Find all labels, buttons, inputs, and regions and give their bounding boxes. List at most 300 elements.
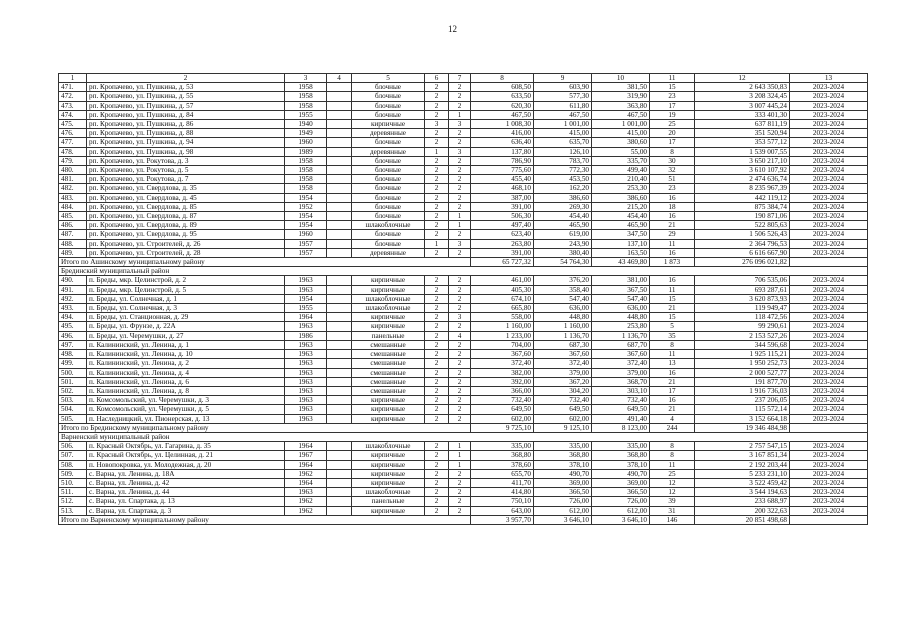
- table-cell: 2: [425, 110, 449, 119]
- table-cell: 2023-2024: [790, 83, 868, 92]
- table-cell: [327, 497, 352, 506]
- table-cell: [327, 405, 352, 414]
- total-cell: [790, 515, 868, 524]
- table-cell: 2023-2024: [790, 497, 868, 506]
- table-cell: [327, 239, 352, 248]
- table-cell: рп. Кропачево, ул. Свердлова, д. 45: [87, 193, 285, 202]
- table-row: [59, 478, 868, 487]
- total-cell: 9 125,10: [534, 423, 592, 432]
- table-cell: 522 805,63: [695, 221, 790, 230]
- table-cell: 191 877,70: [695, 377, 790, 386]
- table-cell: рп. Кропачево, ул. Пушкина, д. 53: [87, 83, 285, 92]
- table-cell: 750,10: [471, 497, 534, 506]
- table-cell: 2: [425, 386, 449, 395]
- table-cell: 344 596,68: [695, 340, 790, 349]
- table-cell: 1960: [285, 138, 327, 147]
- table-cell: 2023-2024: [790, 506, 868, 515]
- table-cell: [327, 478, 352, 487]
- table-cell: 500.: [59, 368, 87, 377]
- table-cell: 1 136,70: [592, 331, 650, 340]
- table-cell: 3: [449, 239, 471, 248]
- table-cell: 637 811,19: [695, 120, 790, 129]
- table-cell: 1989: [285, 147, 327, 156]
- table-cell: п. Красный Октябрь, ул. Целинная, д. 21: [87, 451, 285, 460]
- table-cell: 693 287,61: [695, 285, 790, 294]
- table-cell: 504.: [59, 405, 87, 414]
- table-cell: 2: [425, 340, 449, 349]
- table-cell: 2 153 527,26: [695, 331, 790, 340]
- table-cell: 8: [650, 442, 695, 451]
- table-cell: 2: [425, 285, 449, 294]
- table-cell: [327, 359, 352, 368]
- table-cell: [327, 276, 352, 285]
- table-cell: 2023-2024: [790, 350, 868, 359]
- table-cell: 2: [449, 506, 471, 515]
- table-cell: кирпичные: [352, 478, 425, 487]
- table-cell: 2: [449, 129, 471, 138]
- table-cell: 2: [449, 184, 471, 193]
- table-cell: 13: [650, 359, 695, 368]
- table-cell: 39: [650, 497, 695, 506]
- table-cell: 15: [650, 294, 695, 303]
- table-cell: блочные: [352, 166, 425, 175]
- table-cell: п. Комсомольский, ул. Черемушки, д. 3: [87, 396, 285, 405]
- table-cell: рп. Кропачево, ул. Пушкина, д. 98: [87, 147, 285, 156]
- table-cell: 2023-2024: [790, 202, 868, 211]
- table-cell: 372,40: [471, 359, 534, 368]
- table-cell: [327, 230, 352, 239]
- table-cell: 1963: [285, 396, 327, 405]
- table-cell: 1958: [285, 166, 327, 175]
- table-cell: 369,00: [592, 478, 650, 487]
- table-row: [59, 101, 868, 110]
- table-cell: смешанные: [352, 377, 425, 386]
- table-cell: рп. Кропачево, ул. Рокутова, д. 7: [87, 175, 285, 184]
- table-cell: 137,80: [471, 147, 534, 156]
- table-cell: 366,00: [471, 386, 534, 395]
- table-cell: 353 577,12: [695, 138, 790, 147]
- table-cell: 386,60: [592, 193, 650, 202]
- table-cell: 481.: [59, 175, 87, 184]
- table-cell: 2023-2024: [790, 386, 868, 395]
- table-cell: 1: [449, 460, 471, 469]
- table-cell: [327, 175, 352, 184]
- table-cell: 253,80: [592, 322, 650, 331]
- table-header-row: [59, 74, 868, 83]
- table-cell: [327, 331, 352, 340]
- table-cell: 772,30: [534, 166, 592, 175]
- table-cell: 687,30: [534, 340, 592, 349]
- table-cell: 506.: [59, 442, 87, 451]
- table-cell: 333 401,30: [695, 110, 790, 119]
- table-cell: 380,60: [592, 138, 650, 147]
- header-cell: 10: [592, 74, 650, 83]
- table-cell: 619,00: [534, 230, 592, 239]
- table-cell: 2: [449, 175, 471, 184]
- table-cell: 3 167 851,34: [695, 451, 790, 460]
- table-cell: п. Новопокровка, ул. Молодежная, д. 20: [87, 460, 285, 469]
- table-cell: [327, 294, 352, 303]
- table-cell: 2023-2024: [790, 110, 868, 119]
- table-cell: 335,00: [534, 442, 592, 451]
- table-cell: 119 949,47: [695, 304, 790, 313]
- table-cell: 335,70: [592, 156, 650, 165]
- table-cell: 2: [449, 469, 471, 478]
- table-cell: 467,50: [471, 110, 534, 119]
- table-cell: 2: [425, 230, 449, 239]
- table-cell: 2023-2024: [790, 451, 868, 460]
- table-row: [59, 359, 868, 368]
- header-cell: 12: [695, 74, 790, 83]
- table-cell: 2023-2024: [790, 469, 868, 478]
- table-row: [59, 156, 868, 165]
- table-cell: блочные: [352, 230, 425, 239]
- table-cell: 2023-2024: [790, 92, 868, 101]
- table-cell: 367,60: [534, 350, 592, 359]
- table-cell: 602,00: [471, 414, 534, 423]
- table-cell: 2023-2024: [790, 239, 868, 248]
- table-cell: [327, 202, 352, 211]
- table-cell: [327, 110, 352, 119]
- table-cell: шлакоблочные: [352, 488, 425, 497]
- table-cell: рп. Кропачево, ул. Строителей, д. 28: [87, 248, 285, 257]
- table-cell: 243,90: [534, 239, 592, 248]
- table-cell: 1955: [285, 304, 327, 313]
- total-cell: [790, 423, 868, 432]
- table-cell: 16: [650, 212, 695, 221]
- table-cell: 2: [449, 276, 471, 285]
- table-cell: [327, 304, 352, 313]
- table-cell: 2: [449, 350, 471, 359]
- table-cell: [327, 368, 352, 377]
- table-cell: 643,00: [471, 506, 534, 515]
- table-row: [59, 313, 868, 322]
- table-cell: 2 643 350,83: [695, 83, 790, 92]
- table-cell: 387,00: [471, 193, 534, 202]
- table-cell: 487.: [59, 230, 87, 239]
- table-cell: 115 572,14: [695, 405, 790, 414]
- table-cell: 467,50: [592, 110, 650, 119]
- table-cell: п. Бреды, ул. Солнечная, д. 1: [87, 294, 285, 303]
- table-row: [59, 506, 868, 515]
- table-cell: 366,50: [592, 488, 650, 497]
- table-cell: 2: [425, 156, 449, 165]
- table-cell: 367,60: [471, 350, 534, 359]
- header-cell: 6: [425, 74, 449, 83]
- table-cell: блочные: [352, 138, 425, 147]
- table-row: [59, 285, 868, 294]
- table-cell: 35: [650, 331, 695, 340]
- table-cell: 1963: [285, 340, 327, 349]
- table-cell: 233 688,97: [695, 497, 790, 506]
- table-cell: 11: [650, 350, 695, 359]
- table-cell: 512.: [59, 497, 87, 506]
- table-cell: 21: [650, 377, 695, 386]
- table-cell: [327, 285, 352, 294]
- table-cell: 414,80: [471, 488, 534, 497]
- table-cell: шлакоблочные: [352, 442, 425, 451]
- table-row: [59, 331, 868, 340]
- table-row: [59, 405, 868, 414]
- table-cell: 495.: [59, 322, 87, 331]
- table-cell: 1963: [285, 368, 327, 377]
- table-cell: 1954: [285, 193, 327, 202]
- table-cell: 3 208 324,45: [695, 92, 790, 101]
- table-cell: 137,10: [592, 239, 650, 248]
- table-row: [59, 92, 868, 101]
- table-cell: 704,00: [471, 340, 534, 349]
- table-cell: 2: [425, 248, 449, 257]
- table-row: [59, 138, 868, 147]
- table-cell: 612,00: [592, 506, 650, 515]
- table-cell: 635,70: [534, 138, 592, 147]
- table-row: [59, 248, 868, 257]
- table-cell: [327, 156, 352, 165]
- table-cell: 620,30: [471, 101, 534, 110]
- table-cell: 17: [650, 386, 695, 395]
- table-cell: смешанные: [352, 368, 425, 377]
- table-cell: 649,50: [471, 405, 534, 414]
- table-cell: 2023-2024: [790, 368, 868, 377]
- table-cell: 2: [449, 386, 471, 395]
- table-cell: 2: [449, 396, 471, 405]
- table-cell: [327, 129, 352, 138]
- table-cell: 11: [650, 239, 695, 248]
- table-cell: рп. Кропачево, ул. Свердлова, д. 89: [87, 221, 285, 230]
- table-cell: 17: [650, 138, 695, 147]
- table-cell: [327, 138, 352, 147]
- table-cell: 2023-2024: [790, 101, 868, 110]
- table-cell: 875 384,74: [695, 202, 790, 211]
- header-cell: 11: [650, 74, 695, 83]
- table-cell: 11: [650, 460, 695, 469]
- table-cell: 2023-2024: [790, 184, 868, 193]
- table-cell: 482.: [59, 184, 87, 193]
- table-cell: [327, 313, 352, 322]
- table-cell: 2: [425, 138, 449, 147]
- table-cell: 8: [650, 340, 695, 349]
- table-cell: 126,10: [534, 147, 592, 156]
- table-cell: 391,00: [471, 202, 534, 211]
- table-cell: рп. Кропачево, ул. Свердлова, д. 87: [87, 212, 285, 221]
- table-cell: 602,00: [534, 414, 592, 423]
- table-cell: 472.: [59, 92, 87, 101]
- table-cell: 649,50: [592, 405, 650, 414]
- table-cell: 2023-2024: [790, 221, 868, 230]
- header-cell: 8: [471, 74, 534, 83]
- table-cell: 367,60: [592, 350, 650, 359]
- table-cell: 5: [650, 322, 695, 331]
- table-cell: рп. Кропачево, ул. Рокутова, д. 5: [87, 166, 285, 175]
- table-cell: 269,30: [534, 202, 592, 211]
- table-cell: 2 192 203,44: [695, 460, 790, 469]
- table-cell: 1964: [285, 442, 327, 451]
- table-cell: 1 160,00: [534, 322, 592, 331]
- table-cell: 368,80: [471, 451, 534, 460]
- table-cell: п. Красный Октябрь, ул. Гагарина, д. 35: [87, 442, 285, 451]
- table-row: [59, 460, 868, 469]
- table-cell: 2023-2024: [790, 478, 868, 487]
- table-row: [59, 230, 868, 239]
- table-cell: 505.: [59, 414, 87, 423]
- table-cell: [327, 120, 352, 129]
- table-cell: 1 539 007,55: [695, 147, 790, 156]
- table-cell: 1 001,00: [592, 120, 650, 129]
- table-cell: 511.: [59, 488, 87, 497]
- table-cell: 1960: [285, 230, 327, 239]
- table-cell: 636,00: [592, 304, 650, 313]
- table-cell: кирпичные: [352, 414, 425, 423]
- table-cell: кирпичные: [352, 313, 425, 322]
- table-cell: 611,80: [534, 101, 592, 110]
- table-cell: 1964: [285, 478, 327, 487]
- page-number: 12: [448, 24, 457, 34]
- table-cell: 687,70: [592, 340, 650, 349]
- table-cell: 2: [425, 212, 449, 221]
- table-cell: 1949: [285, 129, 327, 138]
- table-cell: 488.: [59, 239, 87, 248]
- table-cell: 2: [449, 248, 471, 257]
- table-cell: 623,40: [471, 230, 534, 239]
- table-cell: смешанные: [352, 340, 425, 349]
- table-cell: 19: [650, 110, 695, 119]
- table-row: [59, 350, 868, 359]
- table-cell: 497,40: [471, 221, 534, 230]
- table-cell: 479.: [59, 156, 87, 165]
- section-label: Брединский муниципальный район: [59, 267, 868, 276]
- table-cell: 16: [650, 276, 695, 285]
- table-cell: рп. Кропачево, ул. Пушкина, д. 57: [87, 101, 285, 110]
- table-cell: 2: [449, 359, 471, 368]
- total-cell: 276 096 021,82: [695, 258, 790, 267]
- table-cell: 507.: [59, 451, 87, 460]
- table-cell: 162,20: [534, 184, 592, 193]
- table-cell: 2: [449, 101, 471, 110]
- table-cell: 2023-2024: [790, 377, 868, 386]
- header-cell: 2: [87, 74, 285, 83]
- table-cell: 378,10: [534, 460, 592, 469]
- table-cell: [327, 83, 352, 92]
- table-cell: 1 008,30: [471, 120, 534, 129]
- table-cell: 775,60: [471, 166, 534, 175]
- table-cell: 351 520,94: [695, 129, 790, 138]
- table-cell: 473.: [59, 101, 87, 110]
- table-cell: 2: [449, 304, 471, 313]
- table-cell: 461,00: [471, 276, 534, 285]
- table-cell: 1962: [285, 497, 327, 506]
- table-cell: 485.: [59, 212, 87, 221]
- table-cell: 732,40: [534, 396, 592, 405]
- table-cell: 484.: [59, 202, 87, 211]
- table-cell: 2: [449, 166, 471, 175]
- table-cell: 3 620 873,93: [695, 294, 790, 303]
- table-cell: 1986: [285, 331, 327, 340]
- table-cell: 358,40: [534, 285, 592, 294]
- table-cell: п. Бреды, ул. Солнечная, д. 3: [87, 304, 285, 313]
- table-cell: 1940: [285, 120, 327, 129]
- table-cell: п. Бреды, мкр. Целинстрой, д. 5: [87, 285, 285, 294]
- header-cell: 4: [327, 74, 352, 83]
- table-cell: рп. Кропачево, ул. Пушкина, д. 86: [87, 120, 285, 129]
- table-cell: п. Бреды, ул. Фрунзе, д. 22А: [87, 322, 285, 331]
- table-cell: [327, 396, 352, 405]
- table-cell: 416,00: [471, 129, 534, 138]
- table-cell: 319,90: [592, 92, 650, 101]
- table-cell: 2: [449, 230, 471, 239]
- table-cell: 303,10: [592, 386, 650, 395]
- table-cell: блочные: [352, 184, 425, 193]
- table-cell: 21: [650, 221, 695, 230]
- table-cell: 367,50: [592, 285, 650, 294]
- total-cell: 244: [650, 423, 695, 432]
- table-cell: 726,00: [534, 497, 592, 506]
- table-cell: 655,70: [471, 469, 534, 478]
- table-cell: 499,40: [592, 166, 650, 175]
- table-cell: 665,80: [471, 304, 534, 313]
- table-cell: блочные: [352, 212, 425, 221]
- table-row: [59, 175, 868, 184]
- table-cell: [327, 350, 352, 359]
- table-cell: 405,30: [471, 285, 534, 294]
- table-cell: 732,40: [592, 396, 650, 405]
- table-cell: 1958: [285, 156, 327, 165]
- table-cell: смешанные: [352, 350, 425, 359]
- table-cell: 1 916 736,03: [695, 386, 790, 395]
- table-cell: 503.: [59, 396, 87, 405]
- total-cell: 8 123,00: [592, 423, 650, 432]
- table-cell: 501.: [59, 377, 87, 386]
- table-cell: 1952: [285, 202, 327, 211]
- table-cell: кирпичные: [352, 285, 425, 294]
- table-cell: 2: [425, 313, 449, 322]
- table-cell: [327, 506, 352, 515]
- table-cell: 547,40: [534, 294, 592, 303]
- table-cell: блочные: [352, 175, 425, 184]
- table-cell: 1958: [285, 175, 327, 184]
- table-cell: 786,90: [471, 156, 534, 165]
- table-row: [59, 497, 868, 506]
- table-cell: 490.: [59, 276, 87, 285]
- table-cell: 1963: [285, 386, 327, 395]
- table-cell: 510.: [59, 478, 87, 487]
- table-cell: шлакоблочные: [352, 294, 425, 303]
- table-cell: 8 235 967,39: [695, 184, 790, 193]
- table-cell: 2: [425, 451, 449, 460]
- table-row: [59, 469, 868, 478]
- table-cell: 2023-2024: [790, 248, 868, 257]
- table-cell: 369,00: [534, 478, 592, 487]
- table-cell: 448,80: [534, 313, 592, 322]
- table-cell: рп. Кропачево, ул. Пушкина, д. 88: [87, 129, 285, 138]
- table-cell: рп. Кропачево, ул. Свердлова, д. 35: [87, 184, 285, 193]
- table-cell: 2023-2024: [790, 276, 868, 285]
- table-cell: 2: [449, 414, 471, 423]
- table-cell: 1964: [285, 460, 327, 469]
- table-cell: 2 757 547,15: [695, 442, 790, 451]
- table-cell: 2: [425, 396, 449, 405]
- table-cell: 368,70: [592, 377, 650, 386]
- table-cell: 29: [650, 230, 695, 239]
- table-cell: 1958: [285, 92, 327, 101]
- table-cell: 2: [425, 414, 449, 423]
- total-row: [59, 515, 868, 524]
- table-cell: 468,10: [471, 184, 534, 193]
- total-label: Итого по Брединскому муниципальному району: [59, 423, 471, 432]
- table-cell: 494.: [59, 313, 87, 322]
- table-cell: 726,00: [592, 497, 650, 506]
- table-cell: 612,00: [534, 506, 592, 515]
- table-cell: 21: [650, 405, 695, 414]
